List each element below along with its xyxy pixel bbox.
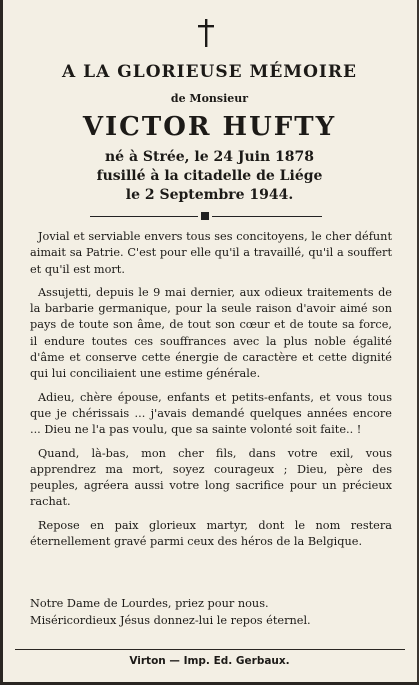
birth-line: né à Strée, le 24 Juin 1878 — [104, 149, 314, 165]
paragraph: Quand, là-bas, mon cher fils, dans votre exil, vous apprendrez ma mort, soyez courageux ; Dieu, père des peuples, agréera aussi votre long sacrifice pour un précieux rachat. — [30, 446, 392, 509]
footer-rule — [15, 649, 405, 650]
cross-icon — [196, 18, 216, 48]
paragraph: Repose en paix glorieux martyr, dont le nom restera éternellement gravé parmi ceux des héros de la Belgique. — [30, 518, 392, 549]
prayer-line: Notre Dame de Lourdes, priez pour nous. — [30, 597, 269, 610]
death-date-line: le 2 Septembre 1944. — [125, 187, 294, 203]
divider-right — [212, 216, 322, 217]
prayer-line: Miséricordieux Jésus donnez-lui le repos éternel. — [30, 614, 311, 627]
divider-ornament — [201, 212, 209, 220]
paragraph: Assujetti, depuis le 9 mai dernier, aux odieux traitements de la barbarie germanique, pour la seule raison d'avoir aimé son pays de toute son âme, de tout son cœur et de toute sa force, il endure toutes ces souffrances avec la plus noble égalité d'âme et conserve cette énergie de caractère et cette dignité qui lui conciliaient une estime générale. — [30, 285, 392, 381]
prayers — [30, 595, 392, 629]
memorial-text — [30, 229, 392, 557]
printer-credit: Virton — Imp. Ed. Gerbaux. — [129, 655, 290, 667]
deceased-name: VICTOR HUFTY — [82, 112, 337, 142]
paragraph: Jovial et serviable envers tous ses concitoyens, le cher défunt aimait sa Patrie. C'est pour elle qu'il a travaillé, qu'il a souffert et qu'il est mort. — [30, 230, 392, 276]
divider-left — [90, 216, 198, 217]
death-place-line: fusillé à la citadelle de Liége — [96, 168, 323, 184]
paragraph: Adieu, chère épouse, enfants et petits-enfants, et vous tous que je chérissais ... j'avais demandé quelques années encore ... Dieu ne l'a pas voulu, que sa sainte volonté soit faite.. ! — [30, 390, 392, 437]
subheading: de Monsieur — [170, 92, 249, 105]
headline: A LA GLORIEUSE MÉMOIRE — [62, 62, 357, 82]
